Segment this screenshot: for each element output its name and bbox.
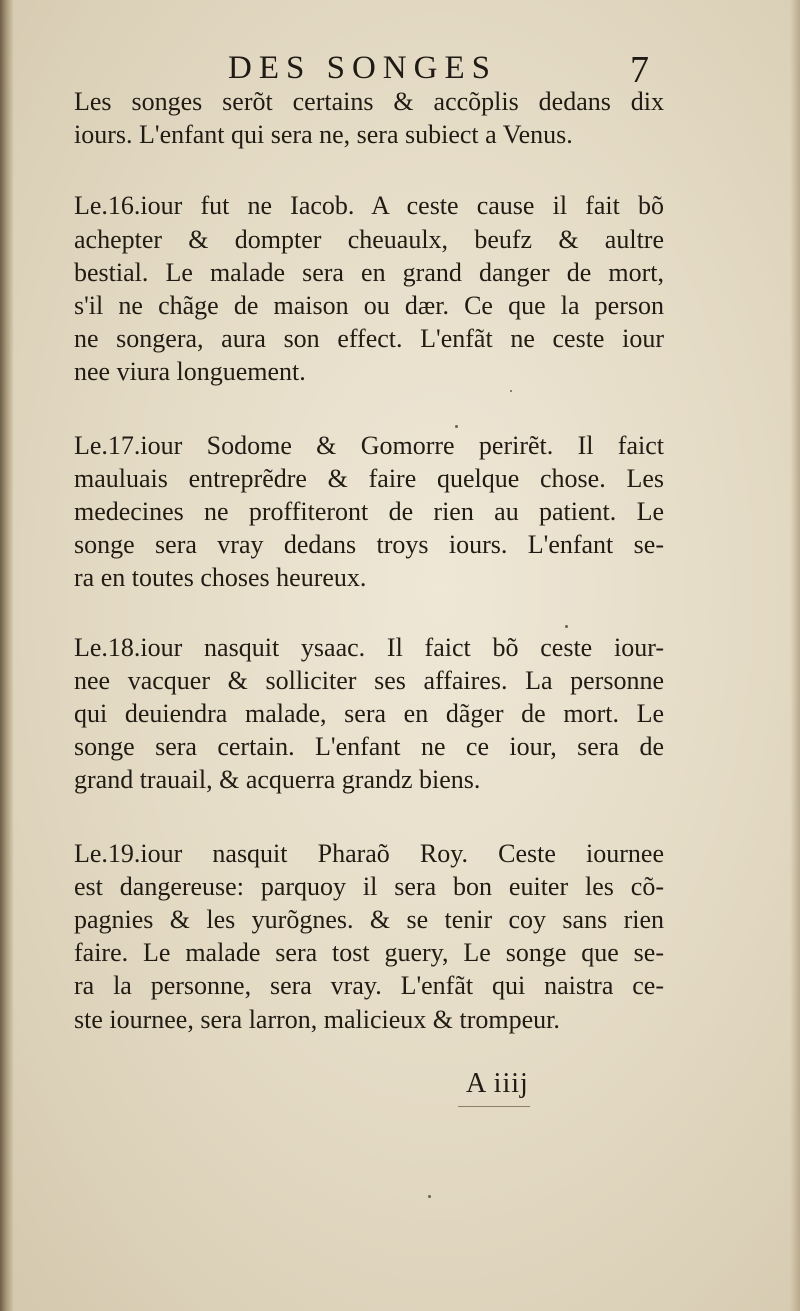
paragraph [74,837,664,1036]
ink-speck [565,625,568,628]
ink-speck [455,425,458,428]
body-text [74,85,664,1036]
text-line: qui deuiendra malade, sera en dãger de mort. Le [74,699,664,729]
page-edge [790,0,800,1311]
paragraph [74,429,664,595]
text-line: nee vacquer & solliciter ses affaires. La personne [74,665,664,695]
text-line: bestial. Le malade sera en grand danger de mort, [74,257,664,287]
text-line: ra la personne, sera vray. L'enfãt qui naistra ce- [74,971,664,1001]
page-number: 7 [630,49,649,91]
signature-mark: A iiij [466,1068,529,1099]
text-line: ne songera, aura son effect. L'enfãt ne ceste iour [74,324,664,354]
text-line: grand trauail, & acquerra grandz biens. [74,765,481,795]
text-line: s'il ne chãge de maison ou dær. Ce que la person [74,291,664,321]
signature-underline [458,1106,530,1107]
paragraph [74,631,664,797]
text-line: ste iournee, sera larron, malicieux & trompeur. [74,1004,560,1034]
text-line: faire. Le malade sera tost guery, Le songe que se- [74,938,664,968]
running-head: DES SONGES [228,50,497,86]
text-line: iours. L'enfant qui sera ne, sera subiect a Venus. [74,120,573,150]
text-line: pagnies & les yurõgnes. & se tenir coy sans rien [74,905,664,935]
text-line: est dangereuse: parquoy il sera bon euiter les cõ- [74,871,664,901]
text-line: songe sera vray dedans troys iours. L'enfant se- [74,530,664,560]
text-line: Le.17.iour Sodome & Gomorre perirẽt. Il faict [74,430,664,460]
text-line: Le.18.iour nasquit ysaac. Il faict bõ ceste iour- [74,632,664,662]
paragraph [74,85,664,151]
text-line: achepter & dompter cheuaulx, beufz & aultre [74,224,664,254]
text-line: Le.19.iour nasquit Pharaõ Roy. Ceste iournee [74,838,664,868]
paragraph [74,189,664,388]
text-line: ra en toutes choses heureux. [74,563,367,593]
ink-speck [428,1195,431,1198]
text-line: nee viura longuement. [74,357,306,387]
text-line: medecines ne proffiteront de rien au patient. Le [74,497,664,527]
text-line: mauluais entreprẽdre & faire quelque chose. Les [74,463,664,493]
text-line: Les songes serõt certains & accõplis dedans dix [74,87,664,116]
ink-speck [510,390,512,392]
binding-gutter [0,0,14,1311]
text-line: songe sera certain. L'enfant ne ce iour, sera de [74,732,664,762]
text-line: Le.16.iour fut ne Iacob. A ceste cause il fait bõ [74,191,664,221]
